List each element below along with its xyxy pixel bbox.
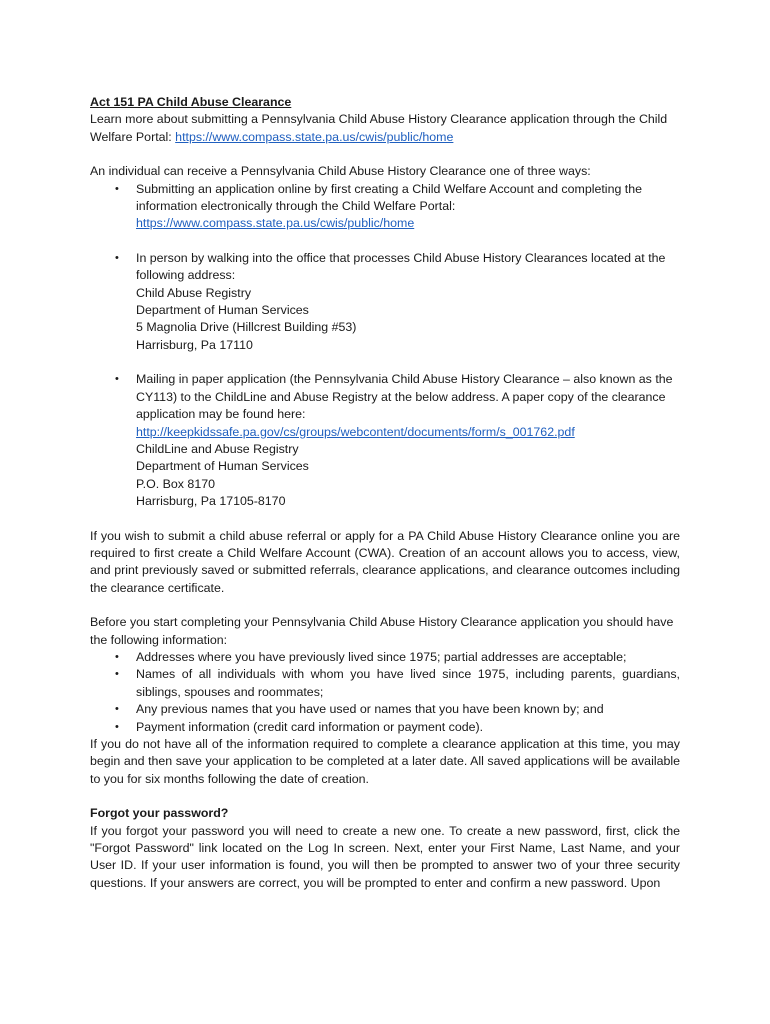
forgot-password-heading: Forgot your password? bbox=[90, 806, 229, 821]
cwa-paragraph: If you wish to submit a child abuse referral or apply for a PA Child Abuse History Clearance online you are required to first create a Child Welfare Account (CWA). Creation of an account allows you to access, view, and print previously saved or submitted referrals, clearance applications, and clearance outcomes including the clearance certificate. bbox=[90, 528, 680, 595]
list-item-mail bbox=[115, 371, 680, 510]
document-body bbox=[90, 94, 680, 892]
save-later-paragraph: If you do not have all of the information required to complete a clearance application at this time, you may begin and then save your application to be completed at a later date. All saved applications will be available to you for six months following the date of creation. bbox=[90, 737, 680, 786]
address-line: Department of Human Services bbox=[136, 303, 309, 318]
bullet-icon: • bbox=[115, 703, 119, 716]
address-line: ChildLine and Abuse Registry bbox=[136, 441, 299, 456]
address-line: P.O. Box 8170 bbox=[136, 476, 215, 491]
portal-link[interactable]: https://www.compass.state.pa.us/cwis/public/home bbox=[175, 129, 454, 144]
address-line: Harrisburg, Pa 17110 bbox=[136, 337, 253, 352]
ways-list bbox=[90, 181, 680, 511]
requirement-text: Addresses where you have previously lived since 1975; partial addresses are acceptable; bbox=[136, 649, 627, 664]
bullet-icon: • bbox=[115, 373, 119, 386]
spacer bbox=[136, 354, 680, 371]
online-text: Submitting an application online by first creating a Child Welfare Account and completing the information electronically through the Child Welfare Portal: bbox=[136, 181, 643, 214]
list-item bbox=[115, 701, 680, 718]
address-line: Department of Human Services bbox=[136, 459, 309, 474]
address-line: Child Abuse Registry bbox=[136, 285, 252, 300]
intro-paragraph bbox=[90, 111, 680, 146]
requirement-text: Any previous names that you have used or names that you have been known by; and bbox=[136, 702, 604, 717]
paper-form-link[interactable]: http://keepkidssafe.pa.gov/cs/groups/webcontent/documents/form/s_001762.pdf bbox=[136, 424, 575, 439]
requirement-text: Names of all individuals with whom you have lived since 1975, including parents, guardians, siblings, spouses and roommates; bbox=[136, 667, 680, 699]
requirements-list bbox=[90, 649, 680, 736]
before-start-lead: Before you start completing your Pennsylvania Child Abuse History Clearance application you should have the following information: bbox=[90, 615, 674, 647]
requirement-text: Payment information (credit card information or payment code). bbox=[136, 719, 484, 734]
bullet-icon: • bbox=[115, 650, 119, 663]
list-item bbox=[115, 649, 680, 666]
list-item-online bbox=[115, 181, 680, 233]
intro-text: Learn more about submitting a Pennsylvania Child Abuse History Clearance application through the Child Welfare Portal: bbox=[90, 112, 668, 144]
ways-lead: An individual can receive a Pennsylvania Child Abuse History Clearance one of three ways: bbox=[90, 164, 591, 179]
mail-text: Mailing in paper application (the Pennsylvania Child Abuse History Clearance – also known as the CY113) to the ChildLine and Abuse Registry at the below address. A paper copy of the clearance application may be found here: bbox=[136, 372, 673, 422]
address-line: Harrisburg, Pa 17105-8170 bbox=[136, 494, 286, 509]
forgot-password-paragraph: If you forgot your password you will need to create a new one. To create a new password, first, click the "Forgot Password" link located on the Log In screen. Next, enter your First Name, Last Name, and your User ID. If your user information is found, you will then be prompted to answer two of your three security questions. If your answers are correct, you will be prompted to enter and confirm a new password. Upon bbox=[90, 823, 680, 890]
bullet-icon: • bbox=[115, 720, 119, 733]
page-title: Act 151 PA Child Abuse Clearance bbox=[90, 95, 292, 109]
spacer bbox=[136, 233, 680, 250]
bullet-icon: • bbox=[115, 251, 119, 264]
list-item-in-person bbox=[115, 250, 680, 354]
bullet-icon: • bbox=[115, 668, 119, 681]
online-portal-link[interactable]: https://www.compass.state.pa.us/cwis/public/home bbox=[136, 216, 415, 231]
list-item bbox=[115, 666, 680, 701]
address-line: 5 Magnolia Drive (Hillcrest Building #53) bbox=[136, 320, 357, 335]
list-item bbox=[115, 719, 680, 736]
in-person-text: In person by walking into the office that processes Child Abuse History Clearances located at the following address: bbox=[136, 250, 666, 283]
bullet-icon: • bbox=[115, 182, 119, 195]
